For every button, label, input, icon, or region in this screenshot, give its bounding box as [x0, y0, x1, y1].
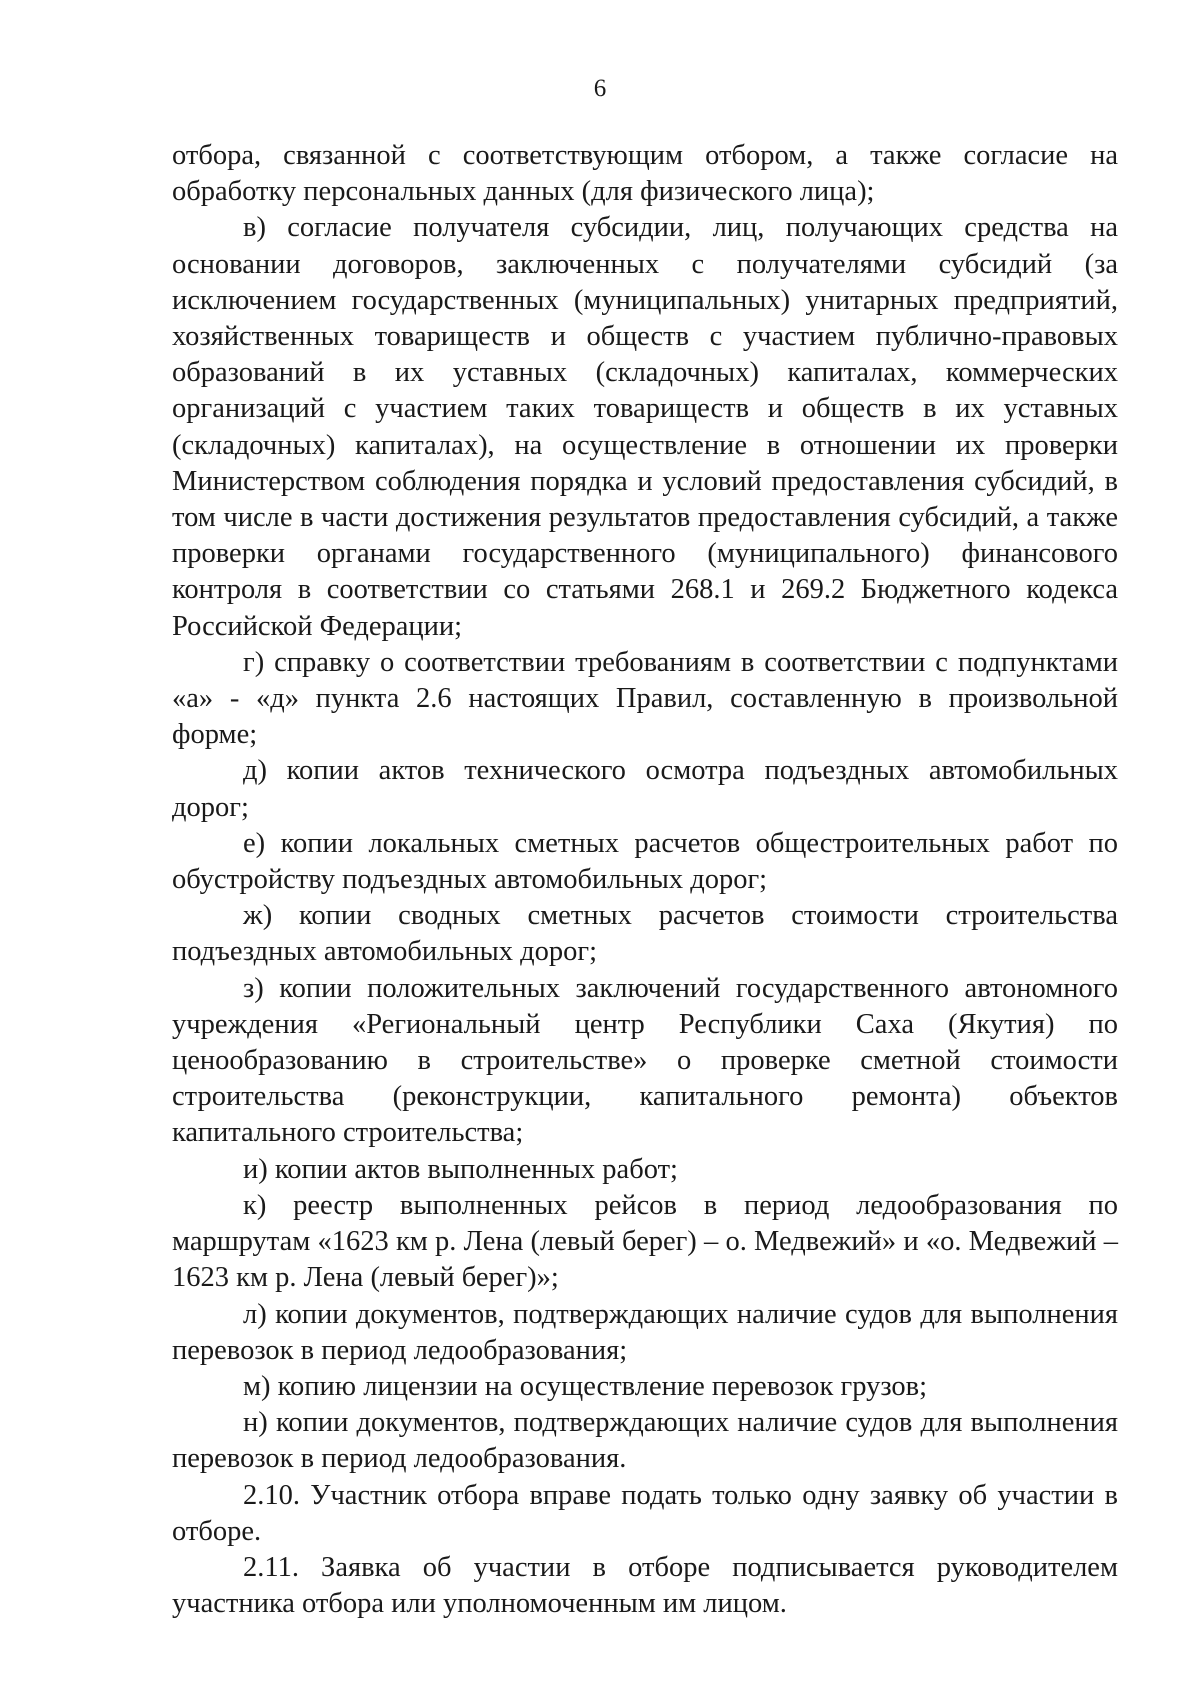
- paragraph: к) реестр выполненных рейсов в период ледообразования по маршрутам «1623 км р. Лена (левый берег) – о. Медвежий» и «о. Медвежий – 1623 км р. Лена (левый берег)»;: [172, 1189, 1118, 1294]
- paragraph: н) копии документов, подтверждающих наличие судов для выполнения перевозок в период ледообразования.: [172, 1407, 1118, 1475]
- paragraph: 2.11. Заявка об участии в отборе подписывается руководителем участника отбора или уполномоченным им лицом.: [172, 1551, 1118, 1620]
- paragraph: в) согласие получателя субсидии, лиц, получающих средства на основании договоров, заключенных с получателями субсидий (за исключением государственных (муниципальных) унитарных предприятий, хозяйственных товариществ и обществ с участием публично-правовых образований в их уставных (складочных) капиталах, коммерческих организаций с участием таких товариществ и обществ в их уставных (складочных) капиталах), на осуществление в отношении их проверки Министерством соблюдения порядка и условий предоставления субсидий, в том числе в части достижения результатов предоставления субсидий, а также проверки органами государственного (муниципального) финансового контроля в соответствии со статьями 268.1 и 269.2 Бюджетного кодекса Российской Федерации;: [172, 212, 1118, 642]
- paragraph: ж) копии сводных сметных расчетов стоимости строительства подъездных автомобильных дорог;: [172, 900, 1118, 968]
- paragraph: г) справку о соответствии требованиям в соответствии с подпунктами «а» - «д» пункта 2.6 настоящих Правил, составленную в произвольной форме;: [172, 646, 1118, 751]
- paragraph: м) копию лицензии на осуществление перевозок грузов;: [243, 1370, 928, 1402]
- paragraph: и) копии актов выполненных работ;: [243, 1153, 678, 1185]
- paragraph: л) копии документов, подтверждающих наличие судов для выполнения перевозок в период ледообразования;: [172, 1298, 1118, 1366]
- paragraph: 2.10. Участник отбора вправе подать только одну заявку об участии в отборе.: [172, 1479, 1118, 1547]
- paragraph: з) копии положительных заключений государственного автономного учреждения «Региональный центр Республики Саха (Якутия) по ценообразованию в строительстве» о проверке сметной стоимости строительства (реконструкции, капитального ремонта) объектов капитального строительства;: [172, 972, 1118, 1149]
- document-body: [172, 138, 1118, 1622]
- page-number: 6: [593, 75, 607, 102]
- paragraph: д) копии актов технического осмотра подъездных автомобильных дорог;: [172, 755, 1118, 823]
- paragraph: е) копии локальных сметных расчетов общестроительных работ по обустройству подъездных автомобильных дорог;: [172, 827, 1118, 896]
- paragraph: отбора, связанной с соответствующим отбором, а также согласие на обработку персональных данных (для физического лица);: [172, 140, 1118, 208]
